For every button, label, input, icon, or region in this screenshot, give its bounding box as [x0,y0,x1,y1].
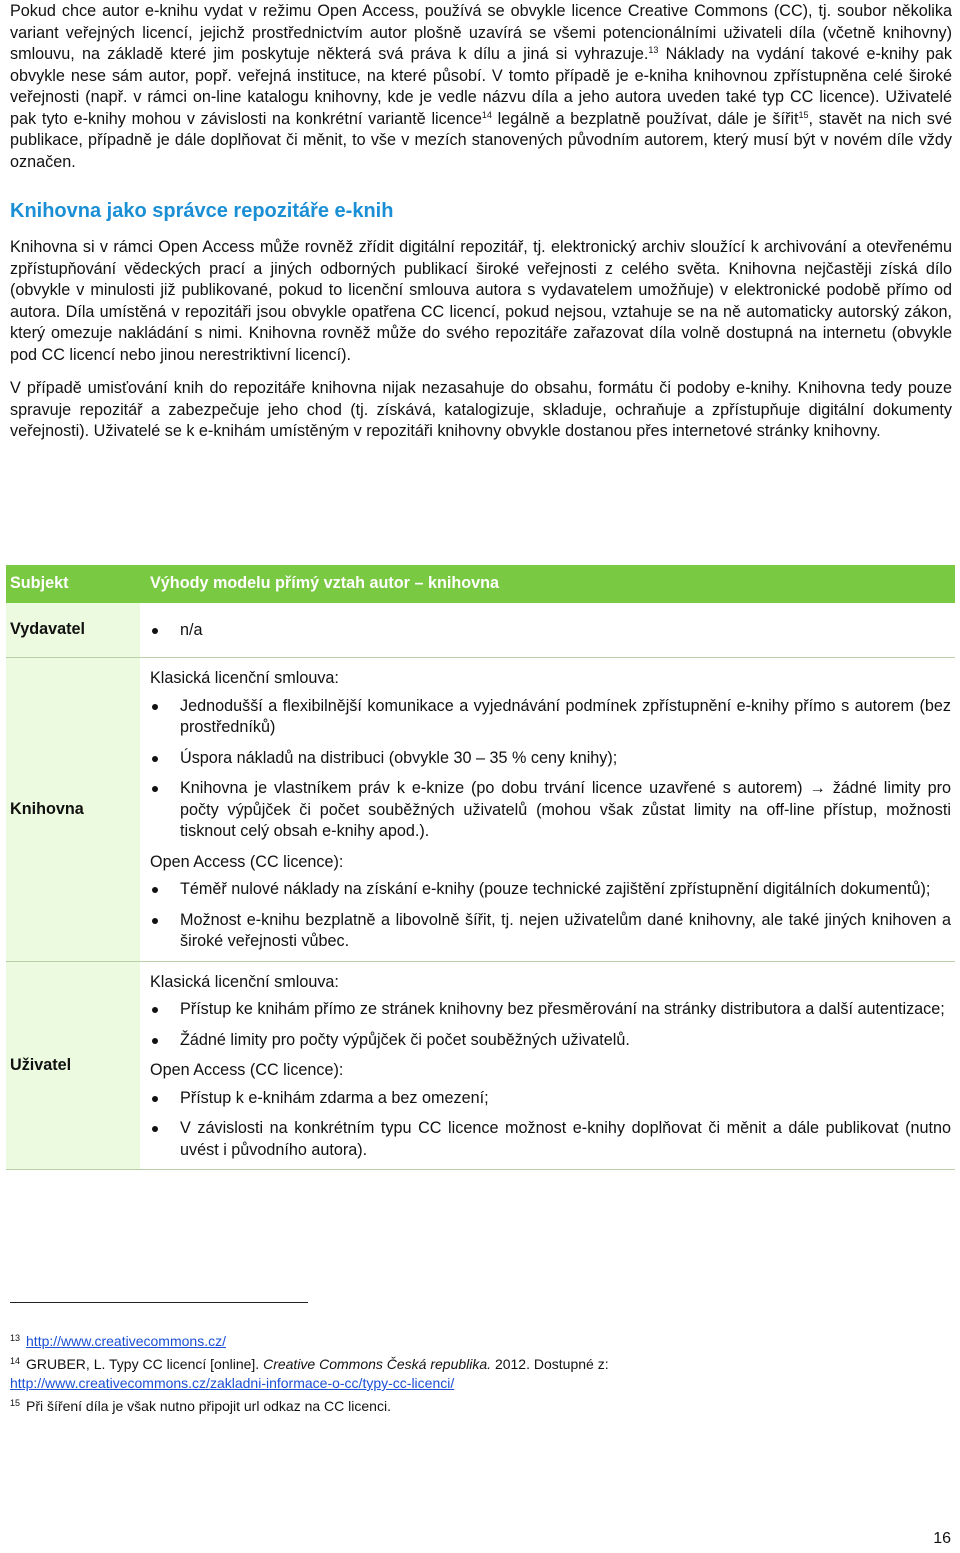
list-item: Jednodušší a flexibilnější komunikace a vyjednávání podmínek zpřístupnění e-knihy přímo s autorem (bez prostředníků) [150,696,951,739]
list-item: Úspora nákladů na distribuci (obvykle 30 – 35 % ceny knihy); [150,748,951,770]
list-item: V závislosti na konkrétním typu CC licence možnost e-knihy doplňovat či měnit a dále publikovat (nutno uvést i původního autora). [150,1118,951,1161]
header-subjekt: Subjekt [6,565,140,603]
list-item: Žádné limity pro počty výpůjček či počet souběžných uživatelů. [150,1030,951,1052]
row-content-vydavatel [140,603,955,658]
table-row-knihovna [6,658,955,962]
list-knihovna-open-access [150,879,951,953]
subheading-open-access: Open Access (CC licence): [150,852,344,871]
row-label-vydavatel: Vydavatel [6,603,140,658]
footnote-ref-13: 13 [648,45,659,55]
row-content-uzivatel [140,961,955,1170]
row-label-knihovna: Knihovna [6,658,140,962]
list-item: Téměř nulové náklady na získání e-knihy (pouze technické zajištění zpřístupnění digitálních dokumentů); [150,879,951,901]
footnotes [10,1332,950,1420]
subheading-open-access: Open Access (CC licence): [150,1061,344,1079]
list-item: n/a [150,620,951,642]
intro-paragraph [10,1,952,173]
row-content-knihovna [140,658,955,962]
footnote-text: Při šíření díla je však nutno připojit url odkaz na CC licenci. [26,1398,391,1414]
table-row-uzivatel [6,961,955,1170]
list-item: Knihovna je vlastníkem práv k e-knize (po dobu trvání licence uzavřené s autorem) → žádné limity pro počty výpůjček či počet souběžných uživatelů (mohou však zůstat limity na off-line přístup, možnosti tisknout celý obsah e-knihy apod.). [150,778,951,843]
intro-text-2: Náklady na vydání takové e-knihy pak obvykle nese sám autor, popř. veřejná instituce, na které působí. V tomto případě je e-kniha knihovnou zpřístupněna celé široké veřejnosti (např. v rámci on-line katalogu knihovny, kde je vedle názvu díla a jeho autora uveden také typ CC licence). Uživatelé pak tyto e-knihy mohou v závislosti na konkrétní variantě licence [10,45,952,128]
list-item: Přístup ke knihám přímo ze stránek knihovny bez přesměrování na stránky distributora a další autentizace; [150,999,951,1021]
footnote-link[interactable]: http://www.creativecommons.cz/zakladni-informace-o-cc/typy-cc-licenci/ [10,1375,455,1391]
footnote-separator [10,1302,308,1303]
list-uzivatel-open-access [150,1088,951,1162]
section-paragraph-1: Knihovna si v rámci Open Access může rovněž zřídit digitální repozitář, tj. elektronický archiv sloužící k archivování a otevřenému zpřístupňování vědeckých prací a jiných odborných publikací široké veřejnosti z celého světa. Knihovna nejčastěji získá dílo (obvykle v minulosti již publikované, pokud to licenční smlouva autora s vydavatelem umožňuje) v elektronické podobě přímo od autora. Díla umístěná v repozitáři jsou obvykle opatřena CC licencí, pokud nejsou, vztahuje se na ně automaticky autorský zákon, který omezuje nakládání s nimi. Knihovna rovněž může do svého repozitáře zařazovat díla volně dostupná na internetu (obvykle pod CC licencí nebo jinou nerestriktivní licencí). [10,238,952,364]
table-row-vydavatel [6,603,955,658]
list-uzivatel-klasicka [150,999,951,1051]
footnote-number: 14 [10,1356,21,1366]
header-vyhody: Výhody modelu přímý vztah autor – knihovna [140,565,955,603]
row-label-uzivatel: Uživatel [6,961,140,1170]
footnote-text: GRUBER, L. Typy CC licencí [online]. [26,1356,264,1372]
table-header-row [6,565,955,603]
footnote-ref-14: 14 [481,109,492,120]
main-content [10,0,952,443]
intro-text-3: legálně a bezplatně používat, dále je šířit [497,109,799,128]
footnote-14 [10,1355,950,1393]
footnote-link[interactable]: http://www.creativecommons.cz/ [26,1333,226,1349]
intro-text-1: Pokud chce autor e-knihu vydat v režimu Open Access, používá se obvykle licence Creative Commons (CC), tj. soubor několika variant veřejných licencí, jejichž prostřednictvím autor plošně uzavírá se všemi potencionálními uživateli díla (včetně knihovny) smlouvu, na základě které jim poskytuje některá svá práva k dílu a jiná si vyhrazuje. [10,2,952,63]
comparison-table [6,565,955,1170]
footnote-number: 15 [10,1398,21,1408]
list-item: Možnost e-knihu bezplatně a libovolně šířit, tj. nejen uživatelům dané knihovny, ale také jiných knihoven a široké veřejnosti vůbec. [150,910,951,953]
intro-text-4: , stavět na nich své publikace, případně je dále doplňovat či měnit, to vše v mezích stanovených původním autorem, který musí být v novém díle vždy označen. [10,109,953,171]
list-item: Přístup k e-knihám zdarma a bez omezení; [150,1088,951,1110]
footnote-text: 2012. Dostupné z: [491,1356,609,1372]
subheading-klasicka: Klasická licenční smlouva: [150,669,339,687]
page-number: 16 [933,1530,951,1547]
list-knihovna-klasicka [150,696,951,843]
footnote-15 [10,1397,950,1416]
footnote-13 [10,1332,950,1351]
footnote-ref-15: 15 [798,109,809,120]
footnote-italic-text: Creative Commons Česká republika. [263,1356,492,1372]
section-paragraph-2: V případě umisťování knih do repozitáře knihovna nijak nezasahuje do obsahu, formátu či podoby e-knihy. Knihovna tedy pouze spravuje repozitář a zabezpečuje jeho chod (tj. získává, katalogizuje, skladuje, ochraňuje a zpřístupňuje digitální dokumenty veřejnosti). Uživatelé se k e-knihám umístěným v repozitáři knihovny obvykle dostanou přes internetové stránky knihovny. [10,379,952,440]
footnote-number: 13 [10,1333,21,1343]
paragraph-gap [10,366,952,378]
subheading-klasicka: Klasická licenční smlouva: [150,972,339,991]
section-heading: Knihovna jako správce repozitáře e-knih [10,200,394,222]
